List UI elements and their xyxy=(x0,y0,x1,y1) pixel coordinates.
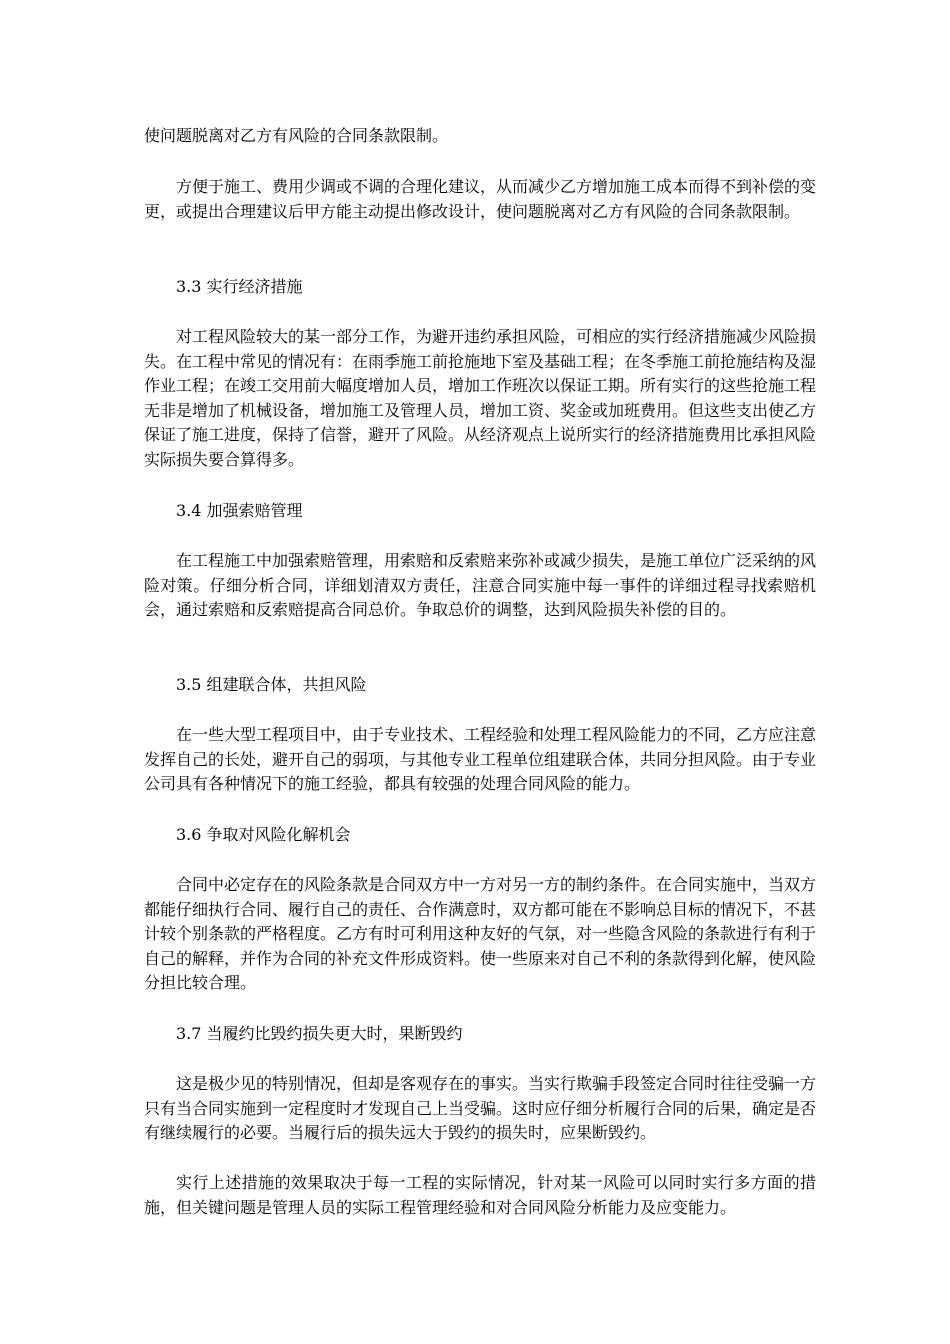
heading-3-5: 3.5 组建联合体，共担风险 xyxy=(176,675,367,694)
paragraph-economic-measures: 对工程风险较大的某一部分工作，为避开违约承担风险，可相应的实行经济措施减少风险损失。在工程中常见的情况有：在雨季施工前抢施地下室及基础工程；在冬季施工前抢施结构及湿作业工程；在竣工交用前大幅度增加人员，增加工作班次以保证工期。所有实行的这些抢施工程无非是增加了机械设备，增加施工及管理人员，增加工资、奖金或加班费用。但这些支出使乙方保证了施工进度，保持了信誉，避开了风险。从经济观点上说所实行的经济措施费用比承担风险实际损失要合算得多。 xyxy=(144,327,817,469)
paragraph-risk-resolution: 合同中必定存在的风险条款是合同双方中一方对另一方的制约条件。在合同实施中，当双方都能仔细执行合同、履行自己的责任、合作满意时，双方都可能在不影响总目标的情况下，不甚计较个别条款的严格程度。乙方有时可利用这种友好的气氛，对一些隐含风险的条款进行有利于自己的解释，并作为合同的补充文件形成资料。使一些原来对自己不利的条款得到化解，使风险分担比较合理。 xyxy=(144,875,817,993)
heading-3-4: 3.4 加强索赔管理 xyxy=(176,501,303,520)
paragraph-continuation: 使问题脱离对乙方有风险的合同条款限制。 xyxy=(144,126,449,145)
paragraph-consortium: 在一些大型工程项目中，由于专业技术、工程经验和处理工程风险能力的不同，乙方应注意发挥自己的长处，避开自己的弱项，与其他专业工程单位组建联合体，共同分担风险。由于专业公司具有各种情况下的施工经验，都具有较强的处理合同风险的能力。 xyxy=(144,725,817,794)
paragraph-conclusion: 实行上述措施的效果取决于每一工程的实际情况，针对某一风险可以同时实行多方面的措施，但关键问题是管理人员的实际工程管理经验和对合同风险分析能力及应变能力。 xyxy=(144,1173,816,1217)
paragraph-claims-management: 在工程施工中加强索赔管理，用索赔和反索赔来弥补或减少损失，是施工单位广泛采纳的风险对策。仔细分析合同，详细划清双方责任，注意合同实施中每一事件的详细过程寻找索赔机会，通过索赔和反索赔提高合同总价。争取总价的调整，达到风险损失补偿的目的。 xyxy=(144,551,817,620)
heading-3-6: 3.6 争取对风险化解机会 xyxy=(176,825,351,844)
paragraph-rationalization: 方便于施工、费用少调或不调的合理化建议，从而减少乙方增加施工成本而得不到补偿的变更，或提出合理建议后甲方能主动提出修改设计，使问题脱离对乙方有风险的合同条款限制。 xyxy=(144,177,817,221)
heading-3-7: 3.7 当履约比毁约损失更大时，果断毁约 xyxy=(176,1024,463,1043)
paragraph-breach: 这是极少见的特别情况，但却是客观存在的事实。当实行欺骗手段签定合同时往往受骗一方只有当合同实施到一定程度时才发现自己上当受骗。这时应仔细分析履行合同的后果，确定是否有继续履行的必要。当履行后的损失远大于毁约的损失时，应果断毁约。 xyxy=(144,1074,817,1143)
heading-3-3: 3.3 实行经济措施 xyxy=(176,277,303,296)
